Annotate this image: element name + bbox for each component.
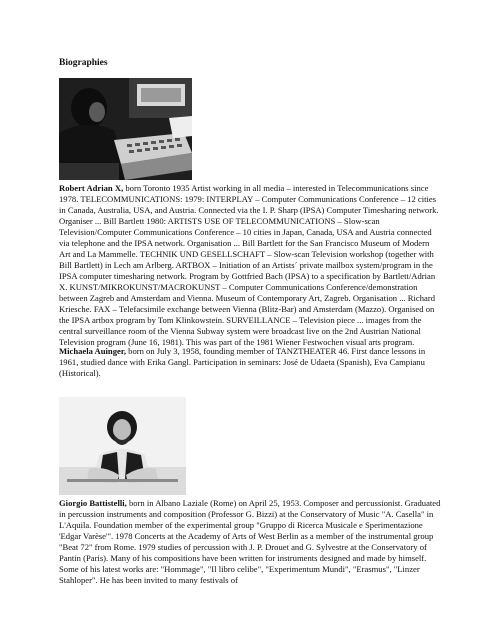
bio-entry bbox=[59, 346, 441, 379]
bio-text: born in Albano Laziale (Rome) on April 25, 1953. Composer and percussionist. Graduated in percussion instruments and composition (Professor G. Bizzi) at the Conservatory of Music "A. Casella" in L'Aquila. Foundation member of the experimental group "Gruppo di Ricerca Musicale e Sperimentazione 'Edgar Varèse'". 1978 Concerts at the Academy of Arts of West Berlin as a member of the instrumental group "Beat 72" from Rome. 1979 studies of percussion with J. P. Drouet and G. Sylvestre at the Conservatory of Pantin (Paris). Many of his compositions have been written for instruments designed and made by himself. Some of his latest works are: "Hommage", "Il libro celibe", "Experimentum Mundi", "Erasmus", "Linzer Stahloper". He has been invited to many festivals of bbox=[59, 498, 441, 585]
bio-name: Giorgio Battistelli, bbox=[59, 498, 127, 508]
bio-entry bbox=[59, 498, 441, 586]
bio-name: Michaela Auinger, bbox=[59, 346, 126, 356]
bio-entry bbox=[59, 183, 441, 348]
page-heading: Biographies bbox=[59, 58, 108, 68]
bio-name: Robert Adrian X, bbox=[59, 183, 124, 193]
photo-computer-terminal bbox=[59, 78, 192, 180]
bio-text: born on July 3, 1958, founding member of TANZTHEATER 46. First dance lessons in 1961, studied dance with Erika Gangl. Participation in seminars: José de Udaeta (Spanish), Eva Campianu (Historical). bbox=[59, 346, 426, 378]
photo-portrait bbox=[59, 397, 186, 495]
bio-text: born Toronto 1935 Artist working in all media – interested in Telecommunications since 1978. TELECOMMUNICATIONS: 1979: INTERPLAY – Computer Communications Conference – 12 cities in Canada, Australia, USA, and Austria. Connected via the I. P. Sharp (IPSA) Computer Timesharing network. Organiser ... Bill Bartlett 1980: ARTISTS USE OF TELECOMMUNICATIONS – Slow-scan Television/Computer Communications Conference – 10 cities in Japan, Canada, USA and Austria connected via telephone and the IPSA network. Organisation ... Bill Bartlett for the San Francisco Museum of Modern Art and La Mammelle. TECHNIK UND GESELLSCHAFT – Slow-scan Television workshop (together with Bill Bartlett) in Lech am Arlberg. ARTBOX – Initiation of an Artists´ private mailbox system/program in the IPSA computer timesharing network. Program by Gottfried Bach (IPSA) to a specification by Bartlett/Adrian X. KUNST/MIKROKUNST/MACROKUNST – Computer Communications Conference/demonstration between Zagreb and Amsterdam and Vienna. Museum of Contemporary Art, Zagreb. Organisation ... Richard Kriesche. FAX – Telefacsimile exchange between Vienna (Blitz-Bar) and Amsterdam (Mazzo). Organised on the IPSA artbox program by Tom Klinkowstein. SURVEILLANCE – Television piece ... images from the central surveillance room of the Vienna Subway system were broadcast live on the 2nd Austrian National Television program (June 16, 1981). This was part of the 1981 Wiener Festwochen visual arts program. bbox=[59, 183, 439, 347]
